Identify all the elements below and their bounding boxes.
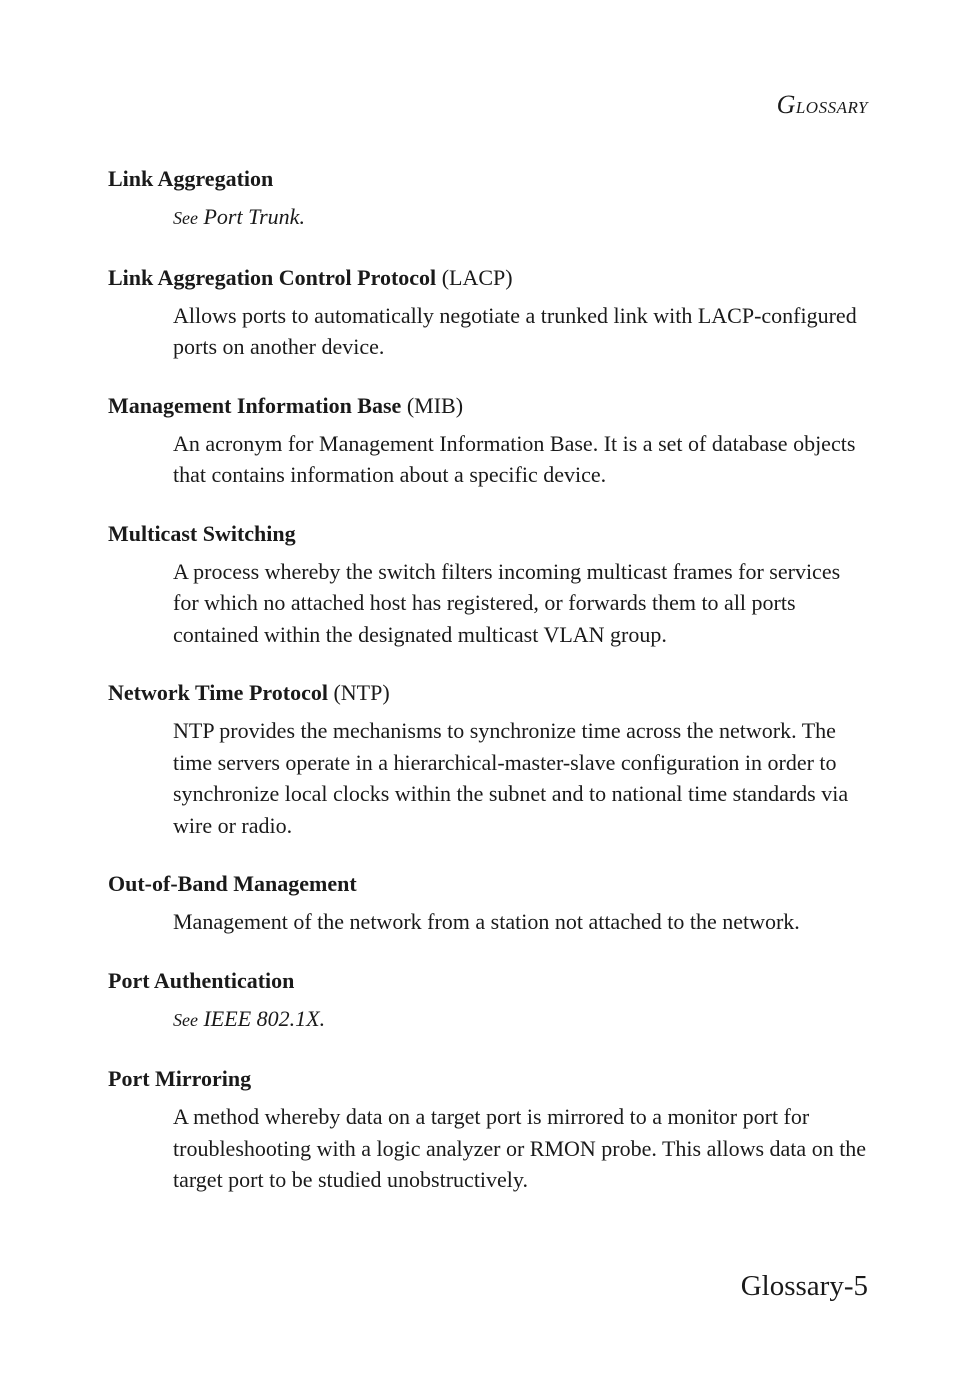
glossary-term [108,163,868,195]
running-head [777,90,868,120]
glossary-entry [108,518,868,651]
glossary-term [108,390,868,422]
running-head-initial: G [776,90,796,119]
glossary-term [108,677,868,709]
glossary-term [108,965,868,997]
see-target: IEEE 802.1X. [203,1005,326,1031]
term-name: Port Mirroring [108,1066,252,1091]
see-word: See [173,1009,198,1030]
term-abbreviation: (MIB) [406,392,464,418]
running-head-rest: LOSSARY [795,98,868,117]
glossary-term [108,1063,868,1095]
see-reference [173,201,868,235]
term-name: Network Time Protocol [108,680,328,705]
term-name: Link Aggregation Control Protocol [108,264,437,290]
term-name: Multicast Switching [108,520,296,546]
term-abbreviation: (LACP) [441,264,513,290]
glossary-entry [108,262,868,363]
see-reference [173,1003,868,1037]
see-word: See [173,208,198,228]
glossary-entry [108,163,868,235]
glossary-term [108,868,868,900]
term-name: Port Authentication [108,967,295,993]
term-name: Link Aggregation [108,166,274,191]
see-target: Port Trunk. [203,204,305,229]
glossary-term [108,262,868,294]
term-name: Management Information Base [108,392,402,418]
glossary-entry [108,677,868,841]
glossary-entry [108,390,868,491]
term-definition: A process whereby the switch filters incoming multicast frames for services for which no attached host has registered, or forwards them to all ports contained within the designated multicast VLAN group. [173,558,841,647]
glossary-entry [108,965,868,1037]
glossary-entry [108,868,868,938]
term-definition: Management of the network from a station not attached to the network. [173,909,800,934]
term-name: Out-of-Band Management [108,871,357,896]
term-abbreviation: (NTP) [333,680,390,705]
term-definition: NTP provides the mechanisms to synchronize time across the network. The time servers operate in a hierarchical-master-slave configuration in order to synchronize local clocks within the subnet and to national time standards via wire or radio. [173,718,849,838]
glossary-entry [108,1063,868,1196]
term-definition: A method whereby data on a target port is mirrored to a monitor port for troubleshooting with a logic analyzer or RMON probe. This allows data on the target port to be studied unobstructively. [173,1104,867,1192]
term-definition: An acronym for Management Information Base. It is a set of database objects that contains information about a specific device. [173,430,856,487]
term-definition: Allows ports to automatically negotiate a trunked link with LACP-configured ports on another device. [173,302,857,359]
glossary-entries [108,163,868,1223]
glossary-term [108,518,868,550]
page-number: Glossary-5 [740,1270,868,1302]
